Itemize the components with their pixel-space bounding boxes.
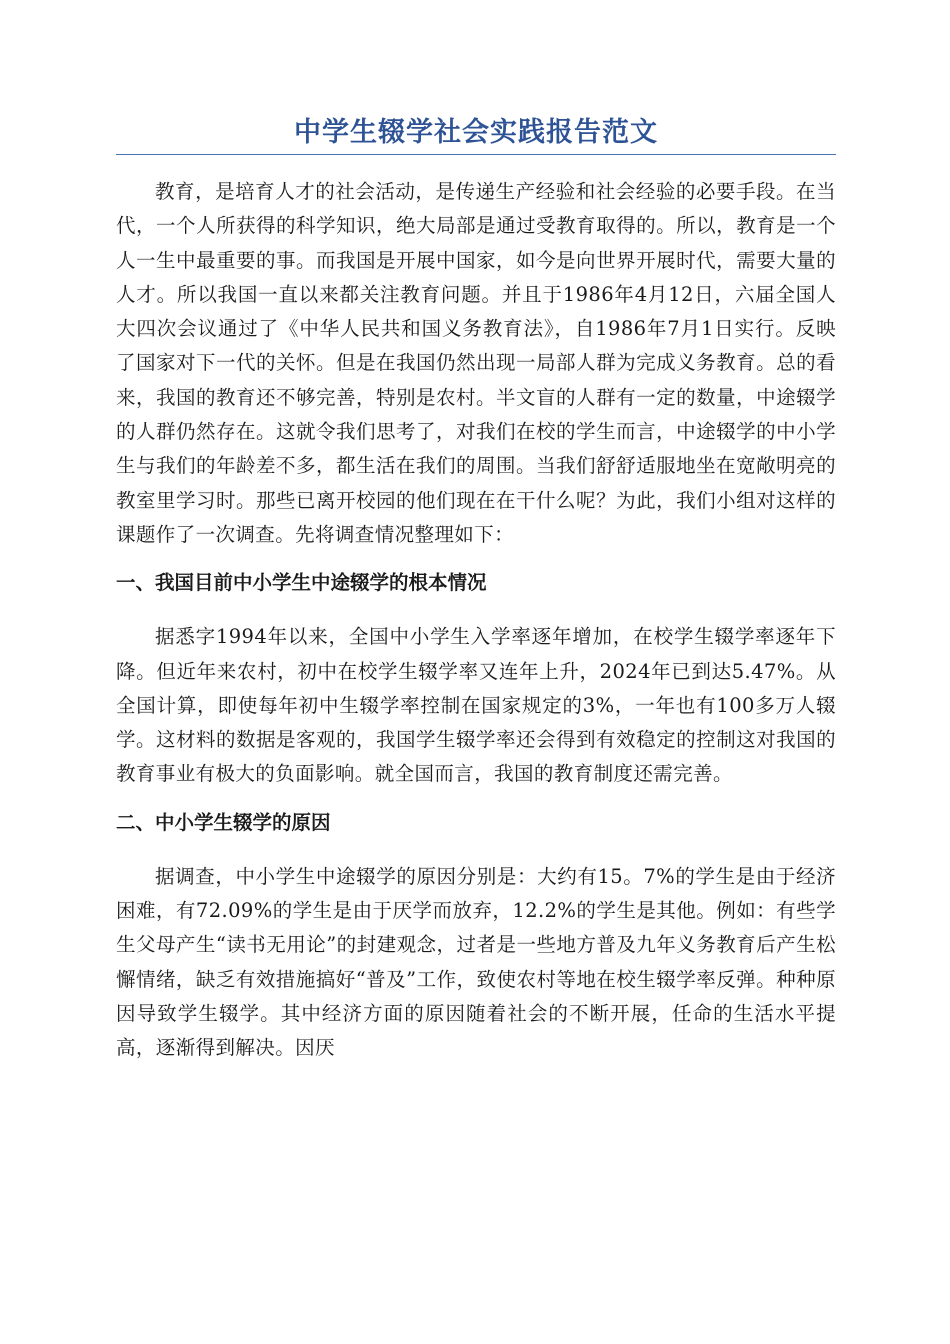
section-1-heading: 一、我国目前中小学生中途辍学的根本情况 (116, 571, 487, 595)
document-title: 中学生辍学社会实践报告范文 (294, 117, 658, 148)
section-2-heading: 二、中小学生辍学的原因 (116, 810, 331, 834)
section-1-paragraph: 据悉字1994年以来，全国中小学生入学率逐年增加，在校学生辍学率逐年下降。但近年来农村，初中在校学生辍学率又连年上升，2024年已到达5.47%。从全国计算，即使每年初中生辍学率控制在国家规定的3%，一年也有100多万人辍学。这材料的数据是客观的，我国学生辍学率还会得到有效稳定的控制这对我国的教育事业有极大的负面影响。就全国而言，我国的教育制度还需完善。 (116, 625, 836, 786)
intro-paragraph: 教育，是培育人才的社会活动，是传递生产经验和社会经验的必要手段。在当代，一个人所获得的科学知识，绝大局部是通过受教育取得的。所以，教育是一个人一生中最重要的事。而我国是开展中国家，如今是向世界开展时代，需要大量的人才。所以我国一直以来都关注教育问题。并且于1986年4月12日，六届全国人大四次会议通过了《中华人民共和国义务教育法》，自1986年7月1日实行。反映了国家对下一代的关怀。但是在我国仍然出现一局部人群为完成义务教育。总的看来，我国的教育还不够完善，特别是农村。半文盲的人群有一定的数量，中途辍学的人群仍然存在。这就令我们思考了，对我们在校的学生而言，中途辍学的中小学生与我们的年龄差不多，都生活在我们的周围。当我们舒舒适服地坐在宽敞明亮的教室里学习时。那些已离开校园的他们现在在干什么呢？为此，我们小组对这样的课题作了一次调查。先将调查情况整理如下： (116, 180, 836, 546)
section-2-paragraph: 据调查，中小学生中途辍学的原因分别是：大约有15。7%的学生是由于经济困难，有72.09%的学生是由于厌学而放弃，12.2%的学生是其他。例如：有些学生父母产生“读书无用论”的封建观念，过者是一些地方普及九年义务教育后产生松懈情绪，缺乏有效措施搞好“普及”工作，致使农村等地在校生辍学率反弹。种种原因导致学生辍学。其中经济方面的原因随着社会的不断开展，任命的生活水平提高，逐渐得到解决。因厌 (116, 864, 836, 1060)
title-underline (116, 154, 836, 155)
document-page (116, 0, 836, 1066)
